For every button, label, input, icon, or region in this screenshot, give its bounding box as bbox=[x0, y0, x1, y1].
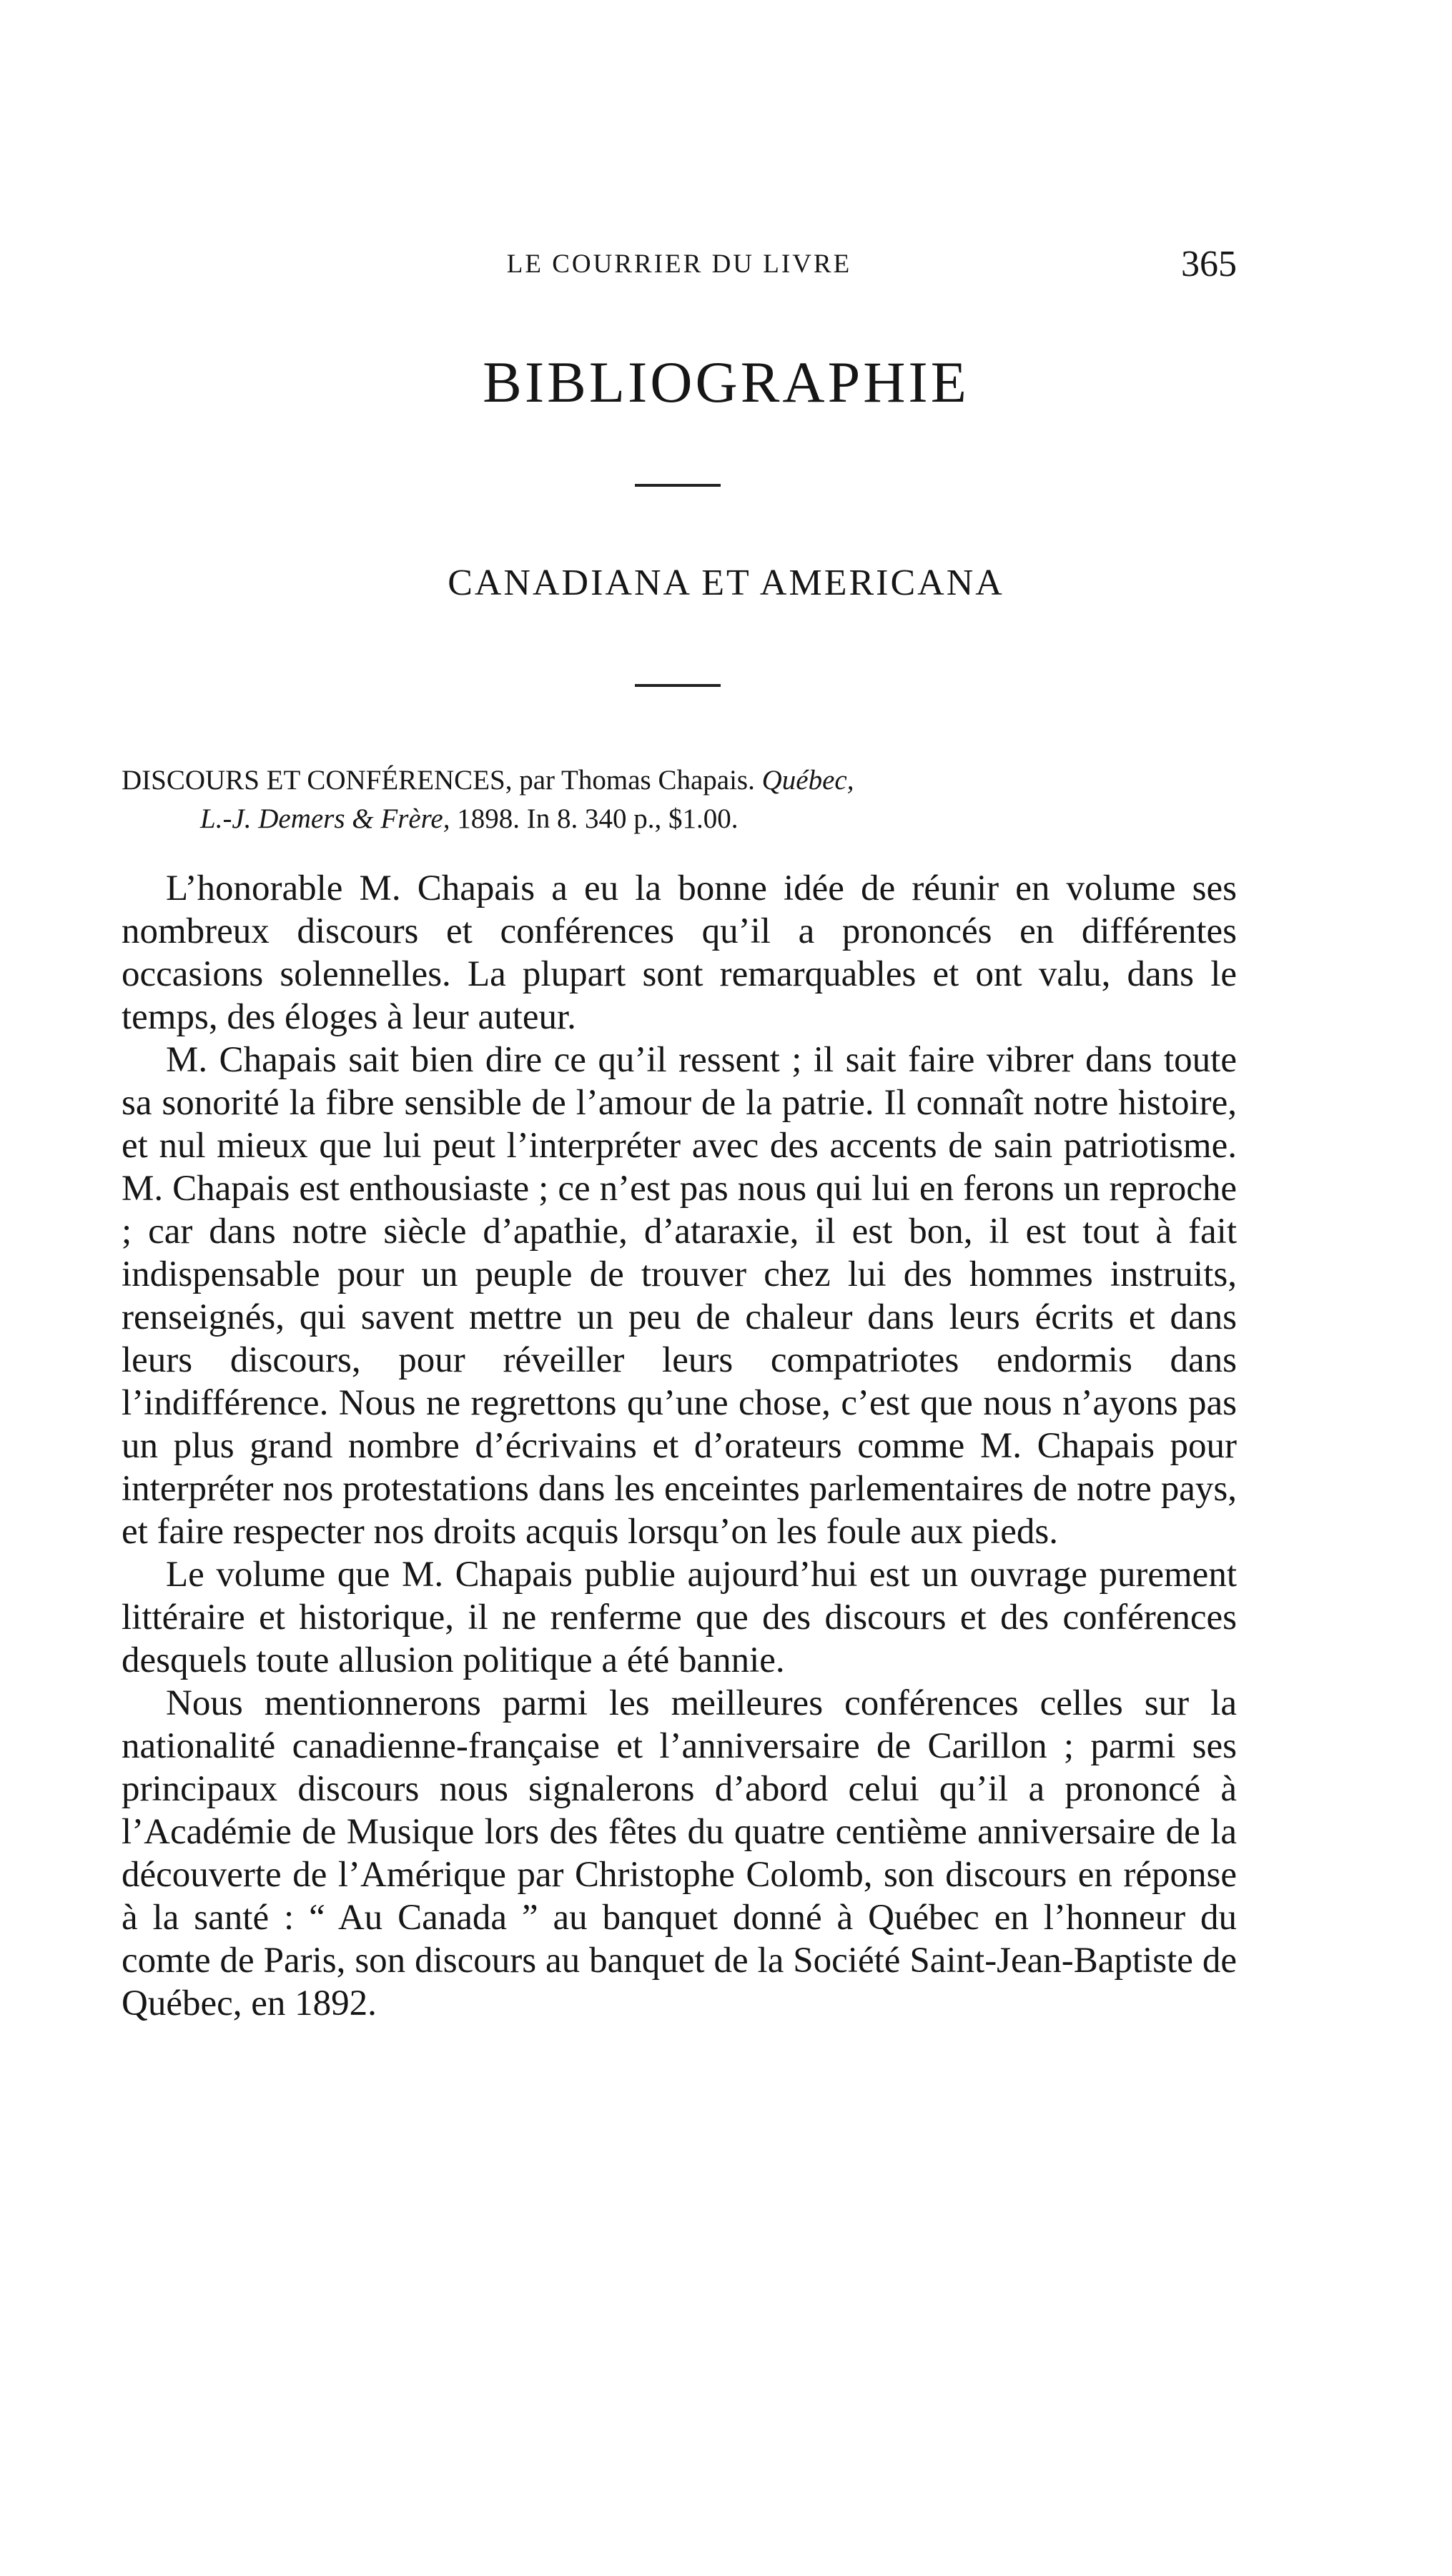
paragraph: L’honorable M. Chapais a eu la bonne idée de réunir en volume ses nombreux discours et conférences qu’il a prononcés en différentes occasions solennelles. La plupart sont remarquables et ont valu, dans le temps, des éloges à leur auteur. bbox=[122, 868, 1237, 1037]
divider bbox=[635, 484, 721, 487]
page-header bbox=[122, 244, 1237, 292]
paragraph: Le volume que M. Chapais publie aujourd’hui est un ouvrage purement littéraire et historique, il ne renferme que des discours et des conférences desquels toute allusion politique a été bannie. bbox=[122, 1555, 1237, 1680]
paragraph: M. Chapais sait bien dire ce qu’il ressent ; il sait faire vibrer dans toute sa sonorité la fibre sensible de l’amour de la patrie. Il connaît notre histoire, et nul mieux que lui peut l’interpréter avec des accents de sain patriotisme. M. Chapais est enthousiaste ; ce n’est pas nous qui lui en ferons un reproche ; car dans notre siècle d’apathie, d’ataraxie, il est bon, il est tout à fait indispensable pour un peuple de trouver chez lui des hommes instruits, renseignés, qui savent mettre un peu de chaleur dans leurs écrits et dans leurs discours, pour réveiller leurs compatriotes endormis dans l’indifférence. Nous ne regrettons qu’une chose, c’est que nous n’ayons pas un plus grand nombre d’écrivains et d’orateurs comme M. Chapais pour interpréter nos protestations dans les enceintes parlementaires de notre pays, et faire respecter nos droits acquis lorsqu’on les foule aux pieds. bbox=[122, 1040, 1237, 1552]
citation-publisher: L.-J. Demers & Frère, bbox=[200, 803, 450, 834]
section-title: CANADIANA ET AMERICANA bbox=[448, 563, 1004, 603]
paragraph: Nous mentionnerons parmi les meilleures conférences celles sur la nationalité canadienne-française et l’anniversaire de Carillon ; parmi ses principaux discours nous signalerons d’abord celui qu’il a prononcé à l’Académie de Musique lors des fêtes du quatre centième anniversaire de la découverte de l’Amérique par Christophe Colomb, son discours en réponse à la santé : “ Au Canada ” au banquet donné à Québec en l’honneur du comte de Paris, son discours au banquet de la Société Saint-Jean-Baptiste de Québec, en 1892. bbox=[122, 1683, 1237, 2023]
divider bbox=[635, 684, 721, 687]
review-text bbox=[122, 867, 1237, 2025]
page-number: 365 bbox=[1181, 244, 1237, 284]
citation-author: par Thomas Chapais. bbox=[519, 765, 755, 796]
running-title: LE COURRIER DU LIVRE bbox=[506, 249, 852, 279]
page-title: BIBLIOGRAPHIE bbox=[483, 350, 969, 415]
book-citation bbox=[122, 761, 1237, 838]
citation-place: Québec, bbox=[761, 765, 854, 796]
citation-work: DISCOURS ET CONFÉRENCES, bbox=[122, 765, 513, 796]
citation-details: 1898. In 8. 340 p., $1.00. bbox=[457, 803, 739, 834]
